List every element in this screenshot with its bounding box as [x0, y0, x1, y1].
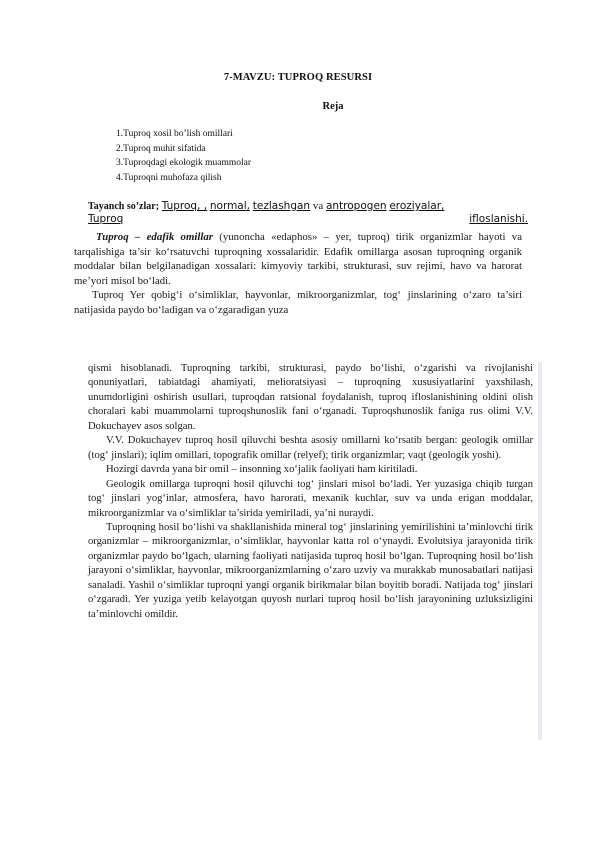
scanned-text-block-2	[88, 362, 533, 622]
scan-edge-shadow	[538, 362, 542, 740]
plan-item: 2.Tuproq muhit sifatida	[116, 143, 206, 154]
plan-heading: Reja	[322, 101, 344, 112]
keywords-label: Tayanch so’zlar;	[88, 201, 160, 212]
keywords-line-2	[88, 213, 528, 225]
plan-item: 4.Tuproqni muhofaza qilish	[116, 172, 222, 183]
paragraph-text: (yunoncha «edaphos» – yer, tuproq) tirik organizmlar hayoti va tarqalishiga ta’sir ko‘rsatuvchi tuproqning xossalaridir. Edafik omillarga asosan tuproqning organik moddalar bilan belgilanadigan xossalari: kimyoviy tarkibi, strukturasi, suv rejimi, havo va harorat me’yori misol bo‘ladi.	[74, 231, 522, 287]
keyword-connector: va	[312, 200, 324, 212]
paragraph	[74, 230, 522, 288]
keyword: tezlashgan	[252, 200, 311, 212]
page-title: 7-MAVZU: TUPROQ RESURSI	[223, 72, 373, 83]
keyword: antropogen	[325, 200, 387, 212]
scanned-text-block-1	[74, 230, 522, 318]
plan-item: 1.Tuproq xosil bo’lish omillari	[116, 129, 233, 139]
paragraph: Hozirgi davrda yana bir omil – insonning xo‘jalik faoliyati ham kiritiladi.	[106, 464, 418, 476]
keyword: ifloslanishi.	[469, 213, 528, 225]
plan-list	[116, 127, 251, 185]
paragraph: Geologik omillarga tuproqni hosil qiluvchi tog‘ jinslari misol bo‘ladi. Yer yuzasiga chiqib turgan tog‘ jinslari yog‘inlar, atmosfera, havo harorati, mexanik kuchlar, suv va unda erigan moddalar, mikroorganizmlar va o‘simliklar ta’sirida yemiriladi, ya’ni nuraydi.	[88, 478, 533, 519]
paragraph: qismi hisoblanadi. Tuproqning tarkibi, strukturasi, paydo bo‘lishi, o‘zgarishi va rivojlanishi qonuniyatlari, tabiatdagi ahamiyati, melioratsiyasi – tuproqning xususiyatlarini yaxshilash, unumdorligini oshirish usullari, tuproqdan ratsional foydalanish, tuproq ifloslanishining oldini olish choralari kabi muammolarni tuproqshunoslik fani o‘rganadi. Tuproqshunoslik faniga rus olimi V.V. Dokuchayev asos solgan.	[88, 363, 533, 432]
plan-item: 3.Tuproqdagi ekologik muammolar	[116, 158, 252, 168]
term-bold: Tuproq – edafik omillar	[96, 231, 213, 243]
keyword: Tuproq, ,	[161, 200, 208, 212]
paragraph: Tuproq Yer qobig‘i o‘simliklar, hayvonlar, mikroorganizmlar, tog‘ jinslarining o‘zaro ta’siri natijasida paydo bo‘ladigan va o‘zgaradigan yuza	[74, 289, 522, 316]
keyword: Tuproq	[88, 213, 124, 225]
keyword: eroziyalar,	[389, 200, 445, 212]
paragraph: V.V. Dokuchayev tuproq hosil qiluvchi beshta asosiy omillarni ko‘rsatib bergan: geologik omillar (tog‘ jinslari); iqlim omillari, topografik omillar (relyef); tirik organizmlar; vaqt (geologik yoshi).	[88, 435, 533, 461]
paragraph: Tuproqning hosil bo‘lishi va shakllanishida mineral tog‘ jinslarining yemirilishini ta’minlovchi tirik organizmlar – mikroorganizmlar, o‘simliklar, hayvonlar katta rol o‘ynaydi. Evolutsiya jarayonida tirik organizmlar paydo bo‘lgach, ularning faoliyati natijasida tuproq hosil bo‘lgan. Tuproqning hosil bo‘lish jarayoni o‘simliklar, hayvonlar, mikroorganizmlarning o‘zaro uzviy va murakkab munosabatlari natijasi sanaladi. Yashil o‘simliklar tuproqni yangi organik birikmalar bilan boyitib boradi. Natijada tog‘ jinslari o‘zgaradi. Yer yuziga yetib kelayotgan quyosh nurlari tuproq hosil bo‘lish jarayonining uzluksizligini ta’minlovchi omildir.	[88, 521, 533, 620]
keyword: normal,	[209, 200, 250, 212]
